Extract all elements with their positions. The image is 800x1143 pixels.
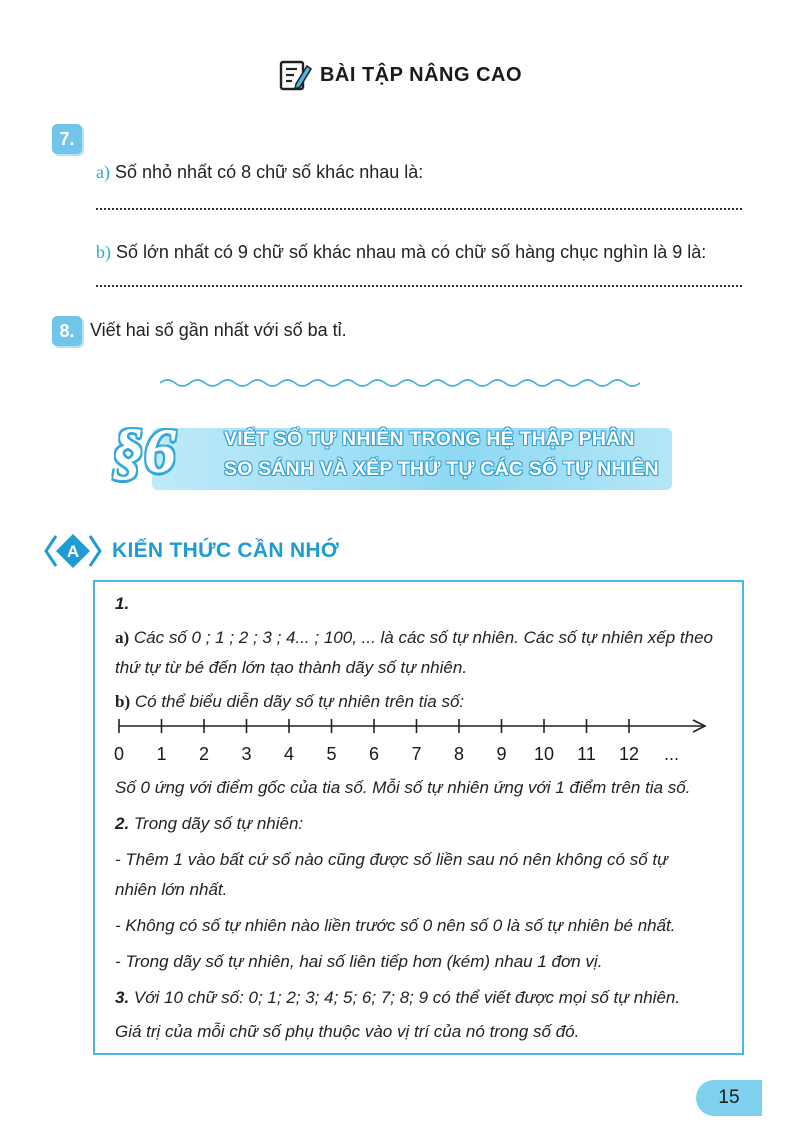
ray-tick-label: 5 — [326, 744, 337, 764]
question-7a-label: a) — [96, 162, 110, 182]
ray-tick-label: 9 — [496, 744, 507, 764]
question-7b-label: b) — [96, 242, 111, 262]
bullet-3: - Trong dãy số tự nhiên, hai số liên tiếp hơn (kém) nhau 1 đơn vị. — [115, 952, 603, 971]
question-7-badge: 7. — [52, 124, 82, 154]
section-banner — [112, 415, 674, 494]
item-1b — [115, 692, 464, 712]
item-1-label: 1. — [115, 594, 130, 613]
question-7a-text: Số nhỏ nhất có 8 chữ số khác nhau là: — [115, 162, 424, 182]
number-ray-line — [113, 712, 713, 742]
section-title-line1: VIẾT SỐ TỰ NHIÊN TRONG HỆ THẬP PHÂN — [224, 428, 635, 450]
item-2 — [115, 814, 303, 834]
ray-tick-label: 2 — [198, 744, 210, 764]
subsection-badge-icon — [44, 532, 102, 570]
question-7b — [96, 242, 706, 263]
subsection-heading — [44, 532, 339, 570]
question-8-text: Viết hai số gần nhất với số ba tỉ. — [90, 320, 347, 340]
item-1a-text: Các số 0 ; 1 ; 2 ; 3 ; 4... ; 100, ... là các số tự nhiên. Các số tự nhiên xếp theo — [133, 628, 713, 647]
section-heading: BÀI TẬP NÂNG CAO — [319, 63, 523, 86]
number-ray — [113, 712, 713, 772]
ray-tick-label: 4 — [283, 744, 295, 764]
item-2-label: 2. — [115, 814, 130, 833]
knowledge-box — [93, 580, 744, 1055]
ray-tick-label: 11 — [577, 744, 596, 764]
item-3-line2: Giá trị của mỗi chữ số phụ thuộc vào vị trí của nó trong số đó. — [115, 1022, 580, 1041]
ray-tick-label: 0 — [113, 744, 125, 764]
section-number: §6 — [112, 415, 176, 486]
bullet-2: - Không có số tự nhiên nào liền trước số 0 nên số 0 là số tự nhiên bé nhất. — [115, 916, 676, 935]
ray-tick-label: 12 — [618, 744, 640, 764]
item-1a-label: a) — [115, 628, 130, 647]
item-3-text: Với 10 chữ số: 0; 1; 2; 3; 4; 5; 6; 7; 8; 9 có thể viết được mọi số tự nhiên. — [133, 988, 681, 1007]
bullet-1-line1: - Thêm 1 vào bất cứ số nào cũng được số liền sau nó nên không có số tự — [115, 850, 668, 869]
edit-icon — [278, 58, 312, 92]
question-8-badge: 8. — [52, 316, 82, 346]
subsection-badge-letter: A — [66, 542, 80, 561]
item-3-label: 3. — [115, 988, 130, 1007]
question-7b-text: Số lớn nhất có 9 chữ số khác nhau mà có chữ số hàng chục nghìn là 9 là: — [116, 242, 707, 262]
bullet-1-line2: nhiên lớn nhất. — [115, 880, 228, 899]
item-1a-line2: thứ tự từ bé đến lớn tạo thành dãy số tự nhiên. — [115, 658, 468, 677]
ray-tick-label: 1 — [156, 744, 167, 764]
ray-tick-label: 6 — [368, 744, 380, 764]
origin-text: Số 0 ứng với điểm gốc của tia số. Mỗi số tự nhiên ứng với 1 điểm trên tia số. — [115, 778, 691, 797]
page-number: 15 — [696, 1080, 762, 1116]
item-1a-line1 — [115, 628, 713, 648]
item-1b-label: b) — [115, 692, 131, 711]
ray-tick-label: 7 — [411, 744, 422, 764]
wave-divider — [160, 376, 640, 390]
item-1b-text: Có thể biểu diễn dãy số tự nhiên trên tia số: — [134, 692, 465, 711]
item-3 — [115, 988, 680, 1008]
ray-tick-label: 3 — [241, 744, 252, 764]
ray-tick-label: 10 — [533, 744, 555, 764]
subsection-title: KIẾN THỨC CẦN NHỚ — [112, 539, 340, 562]
exercise-header — [0, 58, 800, 97]
answer-line-7a[interactable] — [96, 208, 742, 210]
item-2-text: Trong dãy số tự nhiên: — [133, 814, 304, 833]
question-7a — [96, 162, 423, 183]
ray-tick-label: ... — [663, 744, 680, 764]
section-title-line2: SO SÁNH VÀ XẾP THỨ TỰ CÁC SỐ TỰ NHIÊN — [224, 458, 659, 480]
answer-line-7b[interactable] — [96, 285, 742, 287]
ray-tick-label: 8 — [453, 744, 465, 764]
